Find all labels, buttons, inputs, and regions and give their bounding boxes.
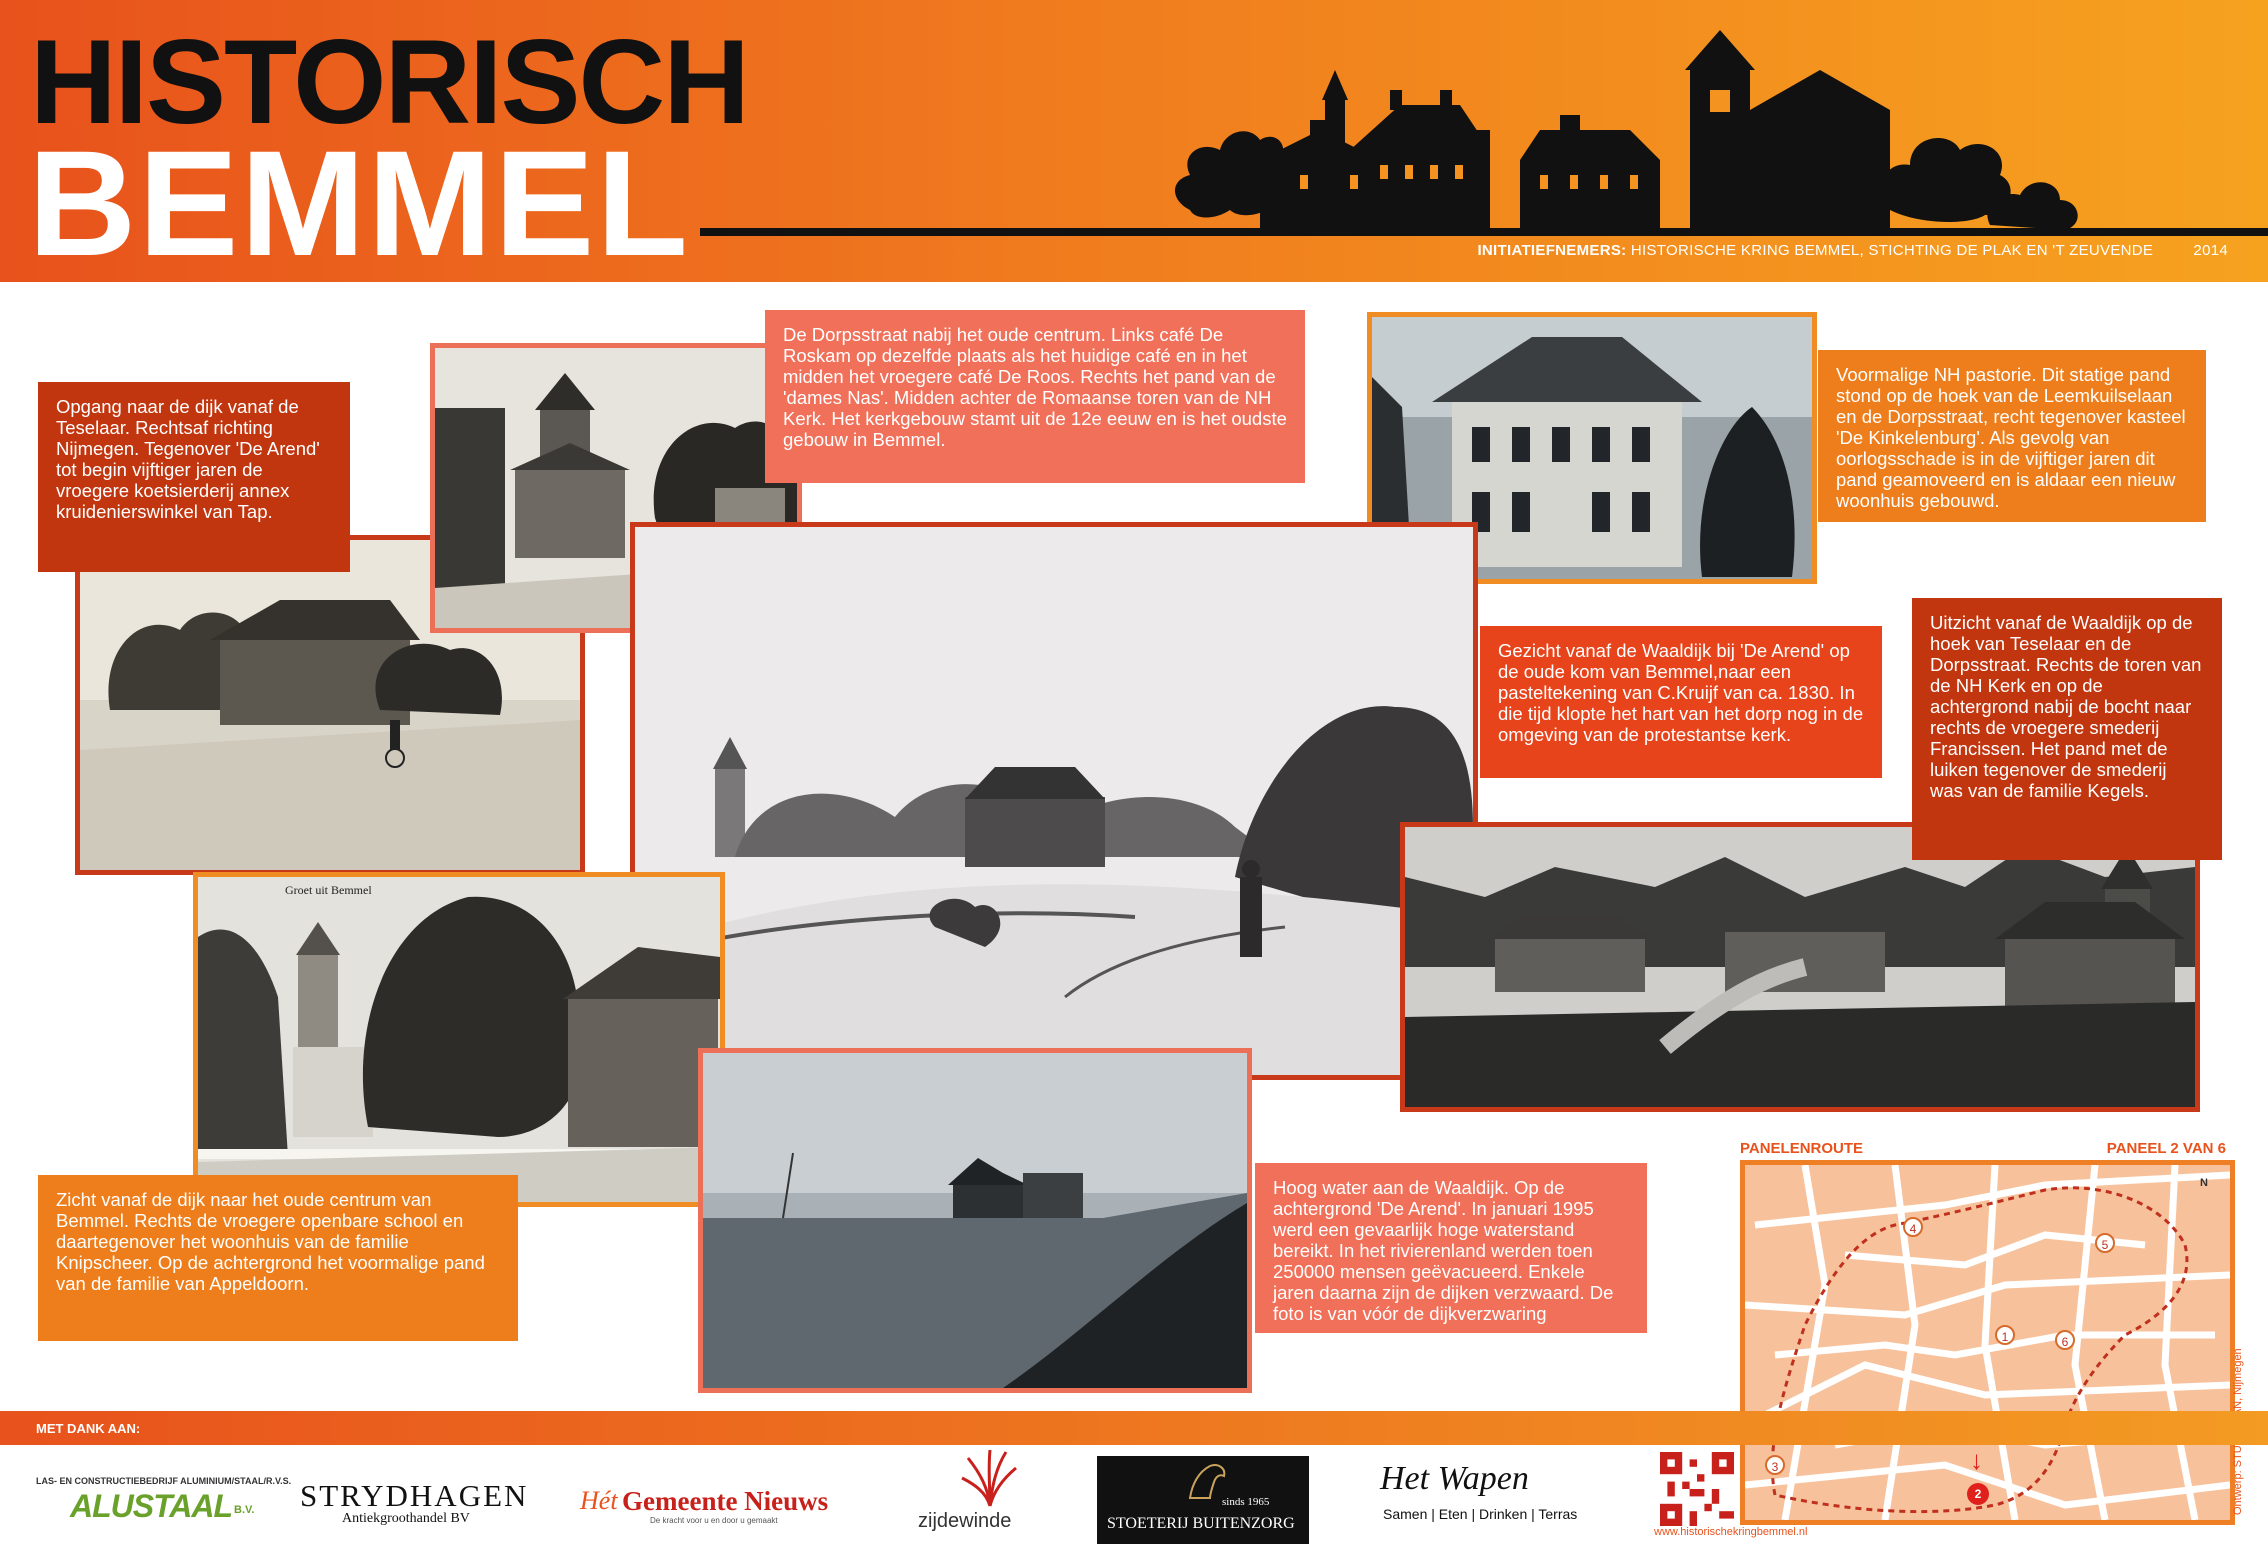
het-wapen-tagline: Samen | Eten | Drinken | Terras <box>1383 1506 1578 1522</box>
route-marker-1[interactable]: 1 <box>1995 1325 2015 1345</box>
panel-count: PANEEL 2 VAN 6 <box>2106 1140 2226 1157</box>
caption-hoog-water: Hoog water aan de Waaldijk. Op de achtergrond 'De Arend'. In januari 1995 werd een gevaarlijk hoge waterstand bereikt. In het rivierenland werden toen 250000 mensen geëvacueerd. Enkele jaren daarna zijn de dijken verzwaard. De foto is van vóór de dijkverzwaring <box>1255 1163 1647 1333</box>
thanks-label: MET DANK AAN: <box>36 1421 141 1436</box>
photo-pasteltekening <box>630 522 1478 1080</box>
initiators-label: INITIATIEFNEMERS: <box>1477 242 1627 259</box>
gemeente-tagline: De kracht voor u en door u gemaakt <box>650 1516 778 1525</box>
village-skyline-silhouette <box>700 10 2268 242</box>
strydhagen-logo: STRYDHAGEN <box>300 1478 529 1513</box>
route-marker-6[interactable]: 6 <box>2055 1330 2075 1350</box>
photo-hoog-water <box>698 1048 1252 1393</box>
caption-pasteltekening: Gezicht vanaf de Waaldijk bij 'De Arend' op de oude kom van Bemmel,naar een pasteltekening van C.Kruijf van ca. 1830. In die tijd klopte het hart van het dorp nog in de omgeving van de protestantse kerk. <box>1480 626 1882 778</box>
caption-pastorie: Voormalige NH pastorie. Dit statige pand stond op de hoek van de Leemkuilselaan en de Dorpsstraat, recht tegenover kasteel 'De Kinkelenburg'. Als gevolg van oorlogsschade is in de vijftiger jaren dit pand geamoveerd en is aldaar een nieuw woonhuis gebouwd. <box>1818 350 2206 522</box>
alustaal-suffix: B.V. <box>234 1504 255 1516</box>
strydhagen-subtitle: Antiekgroothandel BV <box>342 1511 470 1526</box>
route-marker-5[interactable]: 5 <box>2095 1233 2115 1253</box>
initiators-line <box>1477 242 2228 259</box>
zijdewinde-flower-icon <box>960 1448 1020 1508</box>
stoeterij-name: STOETERIJ BUITENZORG <box>1107 1515 1295 1532</box>
caption-uitzicht: Uitzicht vanaf de Waaldijk op de hoek van Teselaar en de Dorpsstraat. Rechts de toren van de NH Kerk en op de achtergrond nabij de bocht naar rechts de vroegere smederij Francissen. Het pand met de luiken tegenover de smederij was van de familie Kegels. <box>1912 598 2222 860</box>
photo-zicht-oude-centrum <box>193 872 725 1207</box>
route-marker-4[interactable]: 4 <box>1903 1217 1923 1237</box>
gemeente-nieuws-logo: Gemeente Nieuws <box>622 1486 829 1516</box>
header-year: 2014 <box>2193 242 2228 259</box>
initiators-text: HISTORISCHE KRING BEMMEL, STICHTING DE PLAK EN 'T ZEUVENDE <box>1626 242 2154 259</box>
title-historisch: HISTORISCH <box>30 15 748 149</box>
caption-dorpsstraat: De Dorpsstraat nabij het oude centrum. Links café De Roskam op dezelfde plaats als het huidige café en in het midden het vroegere café De Roos. Rechts het pand van de 'dames Nas'. Midden achter de Romaanse toren van de NH Kerk. Het kerkgebouw stamt uit de 12e eeuw en is het oudste gebouw in Bemmel. <box>765 310 1305 483</box>
photo-uitzicht-waaldijk <box>1400 822 2200 1112</box>
zijdewinde-logo: zijdewinde <box>918 1510 1012 1532</box>
website-link[interactable]: www.historischekringbemmel.nl <box>1654 1526 1808 1538</box>
route-marker-3[interactable]: 3 <box>1765 1455 1785 1475</box>
title-bemmel: BEMMEL <box>28 119 690 287</box>
caption-zicht-centrum: Zicht vanaf de dijk naar het oude centrum van Bemmel. Rechts de vroegere openbare school en daartegenover het woonhuis van de familie Knipscheer. Op de achtergrond het voormalige pand van de familie van Appeldoorn. <box>38 1175 518 1341</box>
current-location-arrow-icon: ↓ <box>1970 1445 1983 1475</box>
route-map <box>1740 1160 2235 1525</box>
footer-bar <box>0 1411 2268 1445</box>
qr-code-icon[interactable] <box>1660 1452 1734 1526</box>
alustaal-tagline: LAS- EN CONSTRUCTIEBEDRIJF ALUMINIUM/STAAL/R.V.S. <box>36 1476 292 1486</box>
postcard-inscription: Groet uit Bemmel <box>285 883 372 897</box>
compass-icon: N <box>2200 1177 2208 1189</box>
route-marker-2-current[interactable]: 2 <box>1967 1483 1989 1505</box>
route-label: PANELENROUTE <box>1740 1140 1864 1157</box>
caption-teselaar: Opgang naar de dijk vanaf de Teselaar. Rechtsaf richting Nijmegen. Tegenover 'De Arend' tot begin vijftiger jaren de vroegere koetsierderij annex kruidenierswinkel van Tap. <box>38 382 350 572</box>
gemeente-het: Hét <box>580 1486 618 1515</box>
het-wapen-logo: Het Wapen <box>1380 1460 1529 1497</box>
stoeterij-since: sinds 1965 <box>1222 1496 1270 1508</box>
alustaal-logo: ALUSTAAL <box>70 1488 233 1524</box>
horse-head-icon <box>1180 1460 1230 1500</box>
